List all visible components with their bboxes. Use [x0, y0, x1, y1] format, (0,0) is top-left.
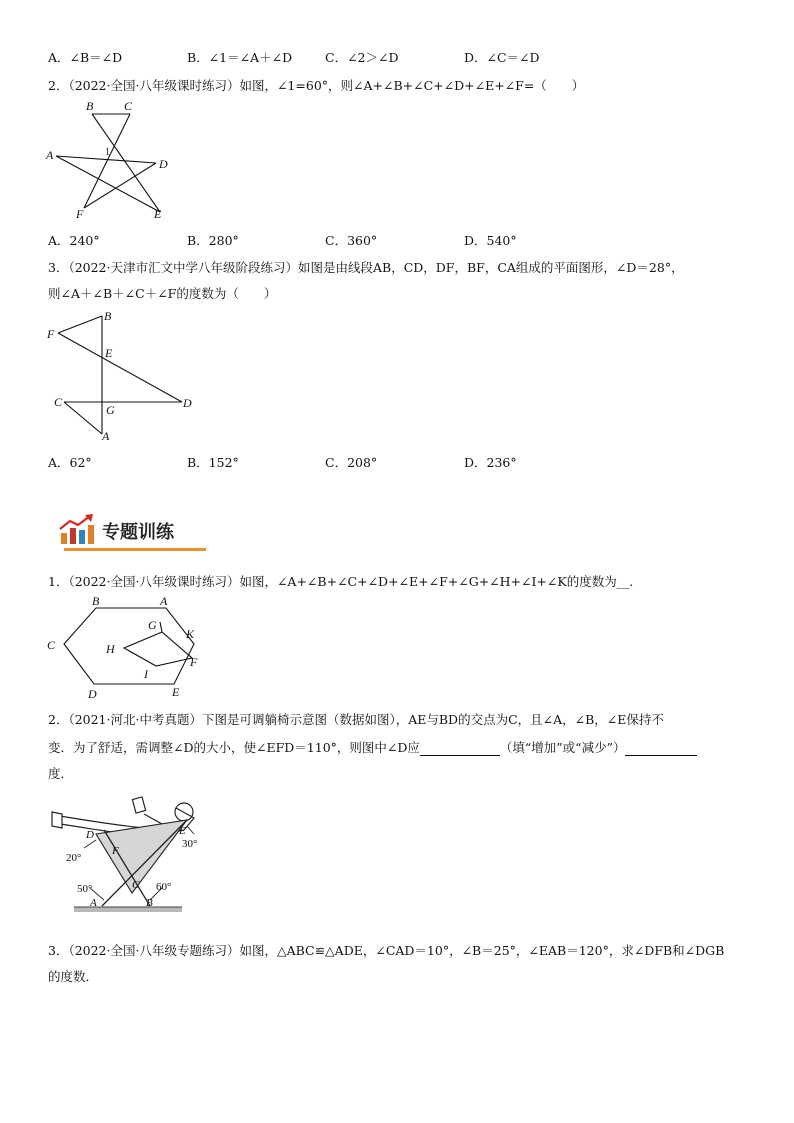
option-b: B．∠1＝∠A＋∠D	[187, 50, 293, 65]
label-a: A	[160, 594, 168, 608]
label-b: B	[92, 594, 100, 608]
option-c: C．∠2＞∠D	[325, 50, 399, 65]
answer-blank-1[interactable]	[420, 740, 500, 756]
label-d: D	[159, 157, 168, 171]
top-options	[48, 48, 748, 68]
question-2-figure	[44, 96, 184, 224]
option-b: B．152°	[187, 455, 239, 470]
training-question-2-line2	[48, 738, 697, 756]
label-a: A	[102, 429, 110, 443]
training-question-2-line3: 度．	[48, 766, 74, 781]
label-e: E	[172, 685, 180, 699]
training-question-1-figure	[44, 592, 214, 702]
training-question-3-line1: 3．（2022·全国·八年级专题练习）如图，△ABC≌△ADE，∠CAD＝10°，∠B＝25°，∠EAB＝120°，求∠DFB和∠DGB	[48, 943, 725, 958]
question-3-figure	[44, 306, 204, 446]
angle-20: 20°	[66, 852, 82, 864]
label-f: F	[190, 655, 198, 669]
option-a: A．62°	[48, 455, 92, 470]
option-d: D．236°	[464, 455, 517, 470]
label-d: D	[183, 396, 192, 410]
label-b: B	[104, 309, 112, 323]
label-e: E	[105, 346, 113, 360]
question-3-options	[48, 453, 748, 473]
label-d: D	[88, 687, 97, 701]
training-question-1-text: 1．（2022·全国·八年级课时练习）如图，∠A+∠B+∠C+∠D+∠E+∠F+∠G+∠H+∠I+∠K的度数为__.	[48, 574, 634, 589]
label-b: B	[146, 897, 153, 909]
label-k: K	[186, 627, 195, 641]
recliner-chair-figure	[44, 790, 224, 920]
option-a: A．∠B＝∠D	[48, 50, 123, 65]
option-b: B．280°	[187, 233, 239, 248]
section-title: 专题训练	[102, 522, 174, 543]
banner-underline	[64, 548, 206, 551]
label-c: C	[124, 99, 133, 113]
option-c: C．208°	[325, 455, 378, 470]
label-1: 1	[105, 147, 110, 158]
label-g: G	[148, 618, 157, 632]
label-c: C	[132, 879, 140, 891]
label-e: E	[154, 207, 162, 221]
angle-30: 30°	[182, 838, 198, 850]
option-d: D．540°	[464, 233, 517, 248]
training-question-2-line1: 2．（2021·河北·中考真题）下图是可调躺椅示意图（数据如图），AE与BD的交点为C，且∠A，∠B，∠E保持不	[48, 712, 664, 727]
line2-text-a: 变．为了舒适，需调整∠D的大小，使∠EFD＝110°，则图中∠D应	[48, 740, 420, 755]
angle-60: 60°	[156, 881, 172, 893]
bar-chart-rising-icon	[58, 513, 98, 547]
label-c: C	[47, 638, 56, 652]
angle-50: 50°	[77, 883, 93, 895]
line2-text-b: （填“增加”或“减少”）	[499, 740, 626, 755]
option-a: A．240°	[48, 233, 100, 248]
label-f: F	[47, 327, 55, 341]
label-g: G	[106, 403, 115, 417]
training-question-3-line2: 的度数．	[48, 969, 99, 984]
question-3-text-line2: 则∠A＋∠B＋∠C＋∠F的度数为（ ）	[48, 286, 277, 301]
label-c: C	[54, 395, 63, 409]
question-2-text: 2．（2022·全国·八年级课时练习）如图，∠1=60°，则∠A+∠B+∠C+∠D+∠E+∠F=（ ）	[48, 78, 585, 93]
label-i: I	[144, 667, 148, 681]
option-c: C．360°	[325, 233, 378, 248]
section-banner	[58, 511, 208, 553]
question-2-options	[48, 231, 748, 251]
label-e: E	[179, 825, 186, 837]
answer-blank-2[interactable]	[625, 740, 697, 756]
label-b: B	[86, 99, 94, 113]
label-a: A	[46, 148, 54, 162]
label-d: D	[86, 829, 94, 841]
label-f: F	[76, 207, 84, 221]
label-f: F	[112, 845, 119, 857]
label-a: A	[90, 897, 97, 909]
label-h: H	[106, 642, 115, 656]
question-3-text-line1: 3．（2022·天津市汇文中学八年级阶段练习）如图是由线段AB，CD，DF，BF，CA组成的平面图形，∠D＝28°，	[48, 260, 684, 275]
option-d: D．∠C＝∠D	[464, 50, 540, 65]
